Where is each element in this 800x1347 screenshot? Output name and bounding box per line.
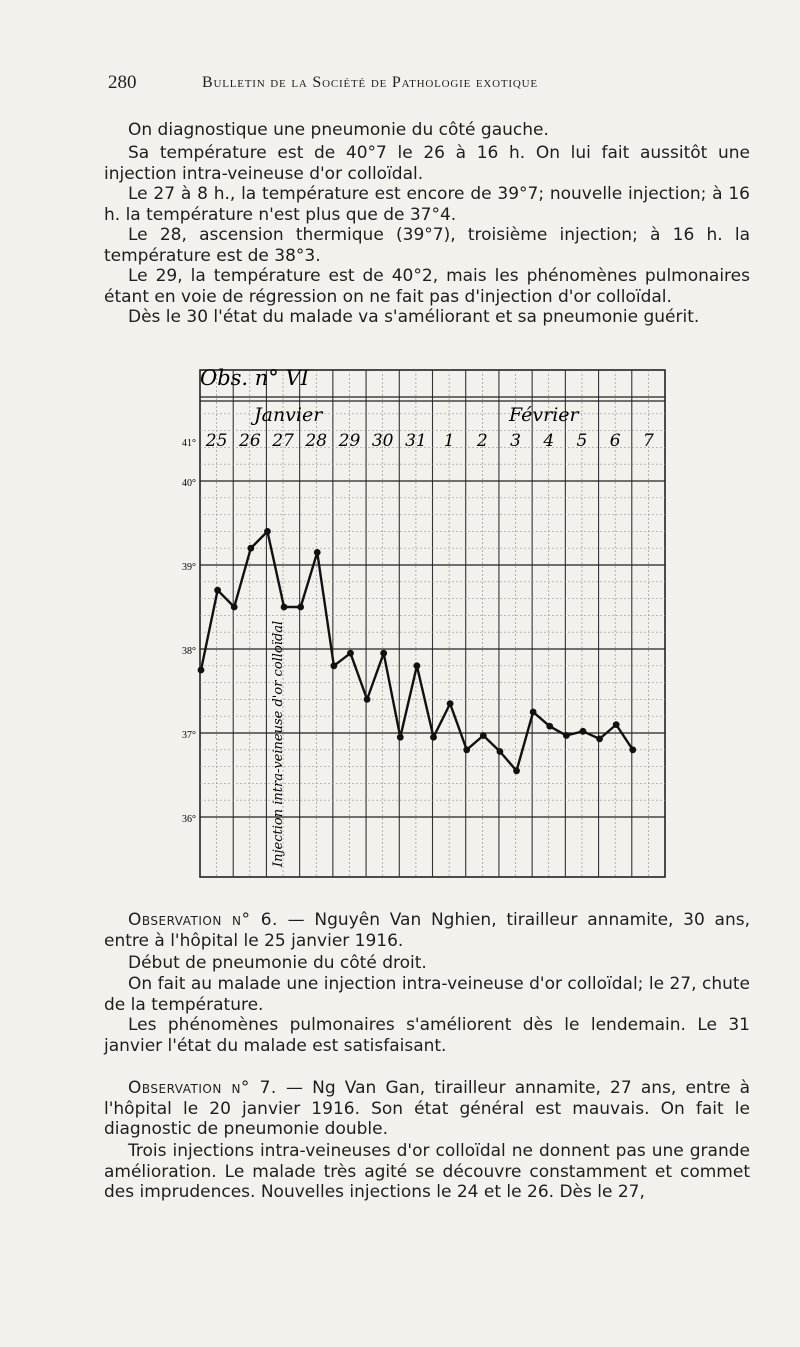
running-title: Bulletin de la Société de Pathologie exotique	[202, 74, 538, 91]
x-tick-label: 25	[205, 431, 228, 451]
obs7-label: Observation n° 7.	[128, 1078, 277, 1098]
obs6-paragraph-4: Les phénomènes pulmonaires s'améliorent dès le lendemain. Le 31 janvier l'état du malade est satisfaisant.	[104, 1015, 750, 1056]
paragraph-1: On diagnostique une pneumonie du côté gauche.	[128, 120, 549, 140]
x-tick-label: 3	[510, 431, 521, 451]
temperature-point	[497, 748, 504, 755]
x-tick-label: 28	[305, 431, 328, 451]
paragraph-6: Dès le 30 l'état du malade va s'améliorant et sa pneumonie guérit.	[128, 307, 700, 327]
obs7-text-1: — Ng Van Gan, tirailleur annamite, 27 ans, entre à l'hôpital le 20 janvier 1916. Son état général est mauvais. On fait le diagnostic de pneumonie double.	[104, 1078, 751, 1139]
temperature-point	[198, 667, 205, 674]
temperature-point	[629, 746, 636, 753]
x-tick-label: 7	[642, 431, 654, 451]
injection-annotation: Injection intra-veineuse d'or colloïdal	[271, 620, 286, 867]
temperature-point	[530, 709, 537, 716]
x-tick-label: 5	[576, 431, 588, 451]
chart-title: Obs. n° VI	[200, 366, 309, 390]
temperature-chart	[160, 362, 680, 892]
temperature-point	[281, 604, 288, 611]
temperature-point	[397, 734, 404, 741]
temperature-point	[580, 728, 587, 735]
temperature-point	[314, 549, 321, 556]
month-label-fevrier: Février	[509, 404, 579, 426]
x-tick-label: 6	[609, 431, 621, 451]
paragraph-4: Le 28, ascension thermique (39°7), troisième injection; à 16 h. la température est de 38°3.	[104, 225, 750, 266]
y-tick-label: 37°	[182, 730, 196, 741]
obs6-text-1: — Nguyên Van Nghien, tirailleur annamite, 30 ans, entre à l'hôpital le 25 janvier 1916.	[104, 910, 750, 951]
temperature-point	[380, 650, 387, 657]
month-label-janvier: Janvier	[254, 404, 323, 426]
temperature-point	[347, 650, 354, 657]
obs6-paragraph-1	[104, 910, 750, 951]
paragraph-5: Le 29, la température est de 40°2, mais les phénomènes pulmonaires étant en voie de régression on ne fait pas d'injection d'or colloïdal.	[104, 266, 750, 307]
temperature-point	[297, 604, 304, 611]
x-tick-label: 26	[239, 431, 261, 451]
x-tick-label: 30	[371, 431, 394, 451]
temperature-point	[513, 767, 520, 774]
obs6-paragraph-2: Début de pneumonie du côté droit.	[128, 953, 427, 973]
temperature-point	[613, 721, 620, 728]
x-tick-label: 2	[476, 431, 488, 451]
x-tick-label: 27	[272, 431, 294, 451]
y-tick-label: 38°	[182, 646, 196, 657]
x-tick-label: 31	[405, 431, 427, 451]
obs7-paragraph-1	[104, 1078, 750, 1140]
temperature-point	[364, 696, 371, 703]
temperature-point	[596, 735, 603, 742]
obs6-paragraph-3: On fait au malade une injection intra-veineuse d'or colloïdal; le 27, chute de la température.	[104, 974, 750, 1015]
y-tick-label: 39°	[182, 562, 196, 573]
obs7-paragraph-2: Trois injections intra-veineuses d'or colloïdal ne donnent pas une grande amélioration. Le malade très agité se découvre constamment et commet des imprudences. Nouvelles injections le 24 et le 26. Dès le 27,	[104, 1141, 750, 1202]
temperature-point	[430, 734, 437, 741]
y-tick-labels	[182, 438, 196, 825]
paragraph-3: Le 27 à 8 h., la température est encore de 39°7; nouvelle injection; à 16 h. la température n'est plus que de 37°4.	[104, 184, 750, 225]
temperature-point	[563, 732, 570, 739]
x-tick-label: 1	[443, 431, 455, 451]
temperature-point	[447, 700, 454, 707]
temperature-point	[463, 746, 470, 753]
temperature-point	[413, 662, 420, 669]
temperature-point	[231, 604, 238, 611]
x-tick-label: 29	[338, 431, 361, 451]
paragraph-2: Sa température est de 40°7 le 26 à 16 h. On lui fait aussitôt une injection intra-veineuse d'or colloïdal.	[104, 143, 750, 184]
running-header	[108, 72, 668, 100]
y-tick-label: 36°	[182, 814, 196, 825]
obs6-label: Observation n° 6.	[128, 910, 278, 930]
y-tick-label: 40°	[182, 478, 196, 489]
temperature-point	[247, 545, 254, 552]
x-tick-labels	[205, 431, 654, 451]
temperature-point	[480, 732, 487, 739]
temperature-point	[330, 662, 337, 669]
page-number: 280	[108, 72, 137, 93]
y-tick-label: 41°	[182, 438, 196, 449]
x-tick-label: 4	[543, 431, 555, 451]
temperature-point	[264, 528, 271, 535]
temperature-point	[214, 587, 221, 594]
temperature-point	[546, 723, 553, 730]
chart-grid	[200, 370, 665, 877]
